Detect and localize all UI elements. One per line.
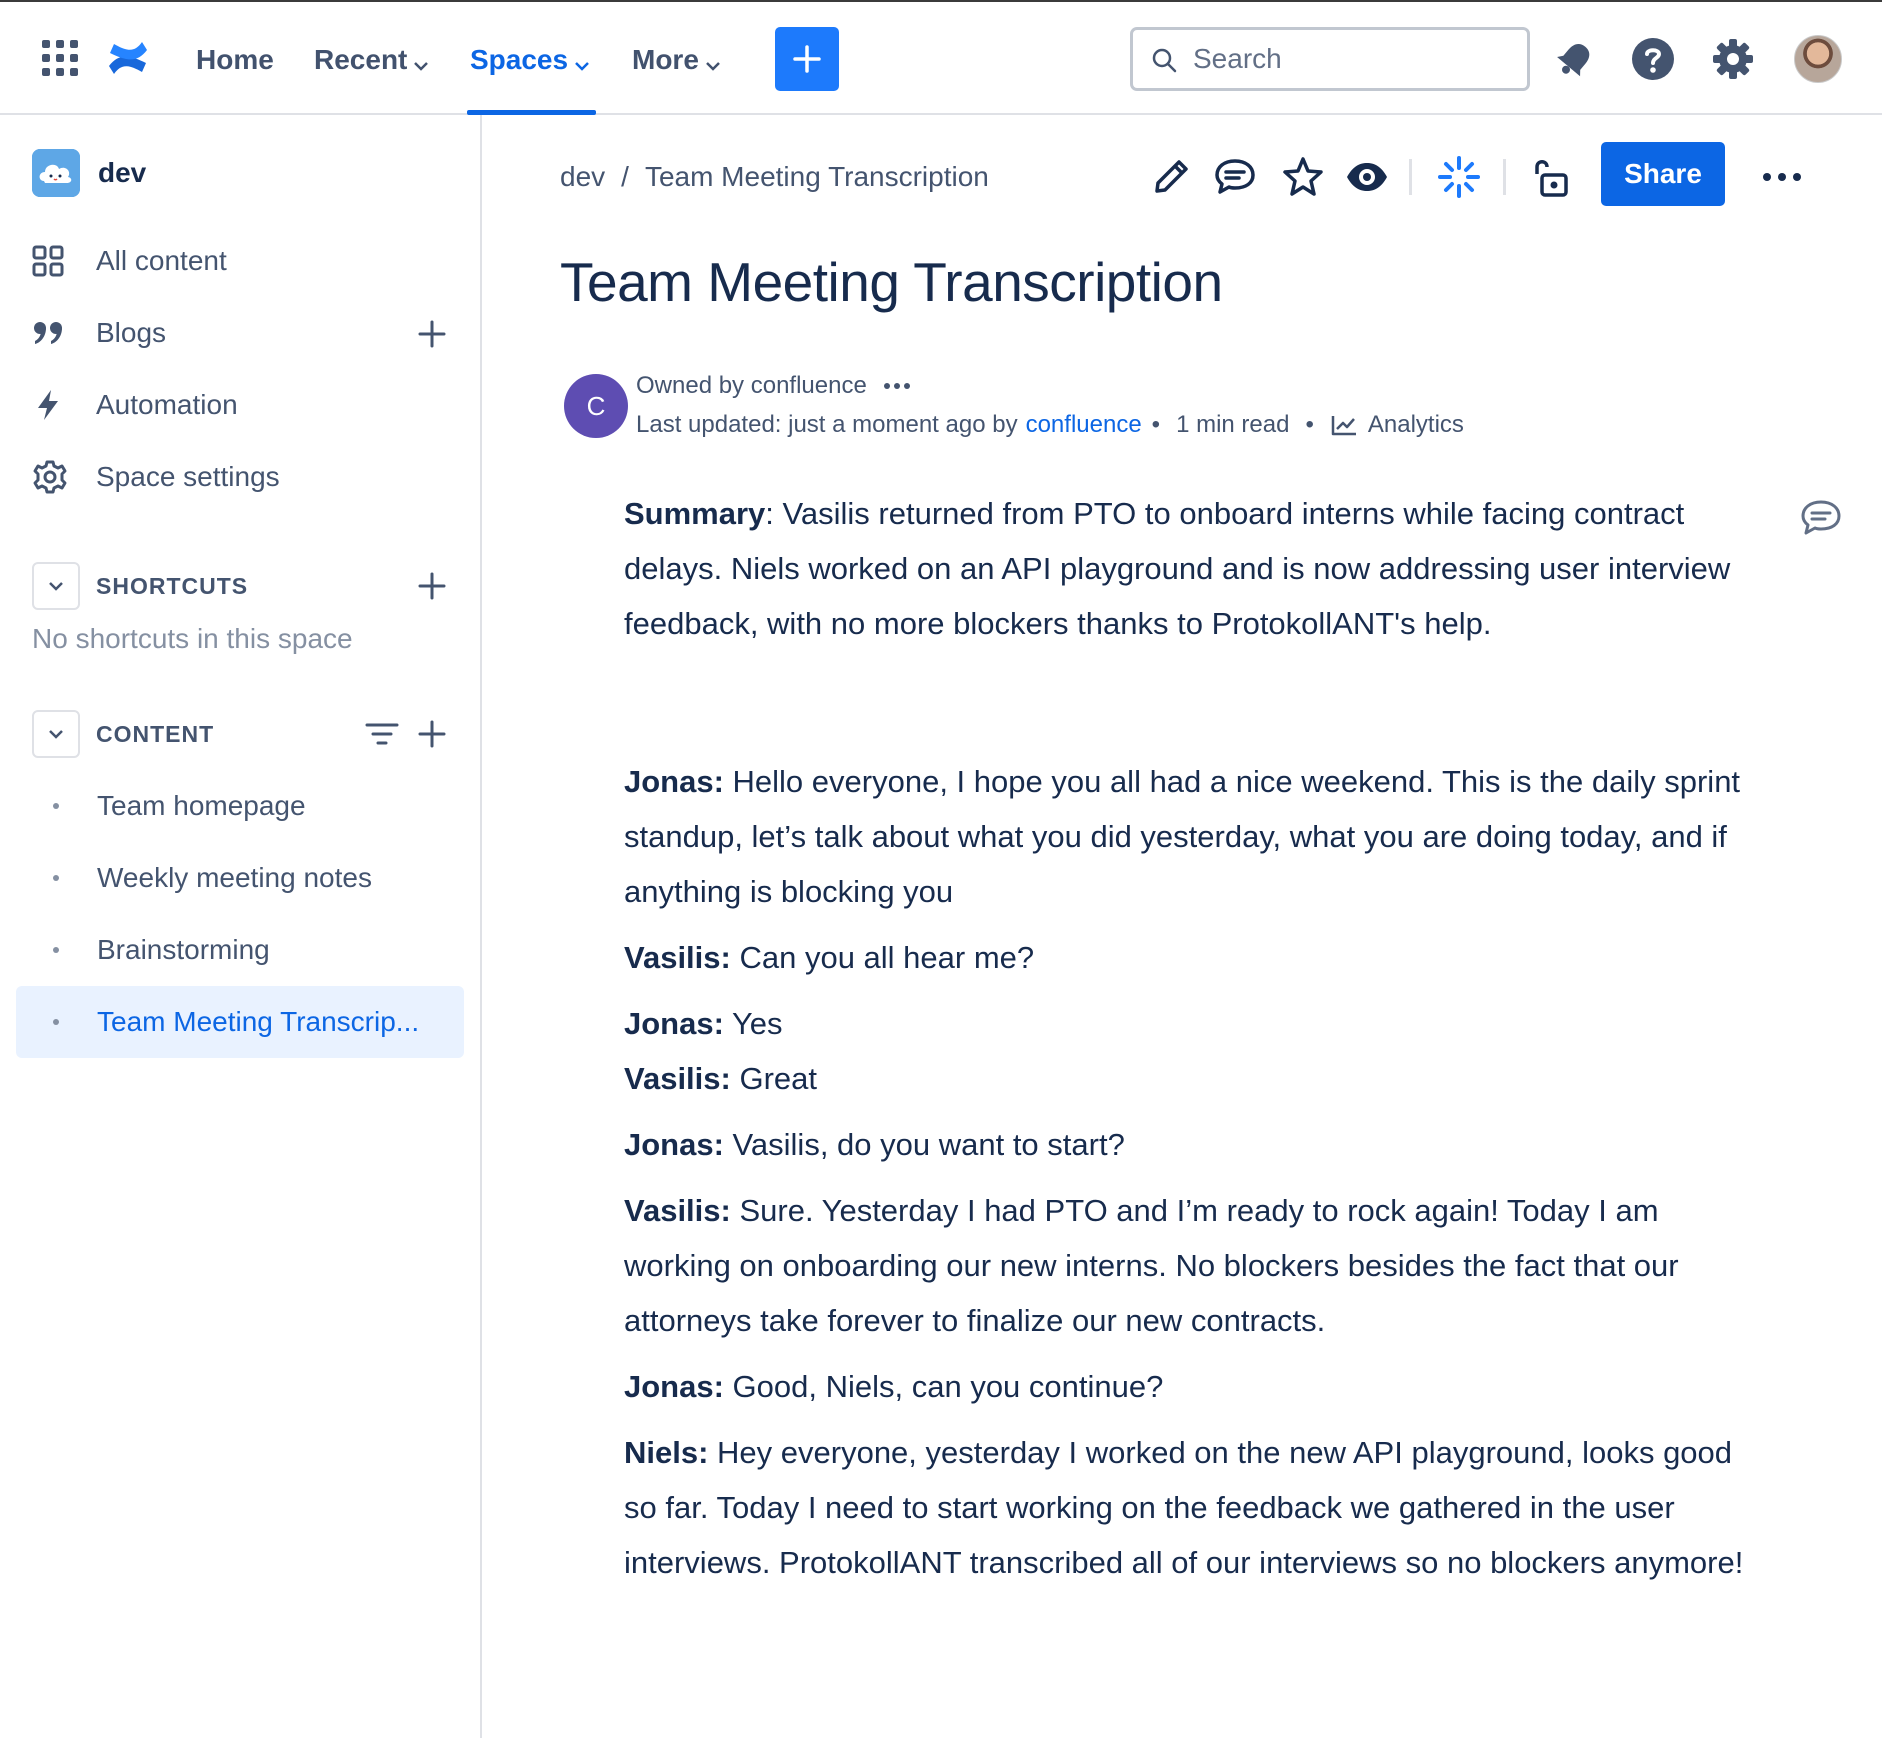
sidebar-item-space-settings[interactable] — [32, 453, 452, 501]
sidebar-item-label: Space settings — [96, 461, 280, 492]
speaker-name: Vasilis: — [624, 1061, 731, 1096]
confluence-logo-icon[interactable] — [106, 36, 150, 80]
content-tree-item-team-meeting-transcription[interactable] — [16, 986, 464, 1058]
plus-icon — [414, 568, 450, 604]
transcript-line — [624, 996, 1754, 1051]
content-tree-item-brainstorming[interactable] — [16, 914, 464, 986]
breadcrumb-page-link[interactable]: Team Meeting Transcription — [644, 161, 989, 192]
sidebar-item-blogs[interactable] — [32, 309, 452, 357]
speaker-text: Vasilis, do you want to start? — [723, 1127, 1125, 1162]
analytics-label: Analytics — [1367, 411, 1464, 438]
shortcuts-section-header — [32, 562, 248, 610]
loom-ai-icon[interactable] — [1436, 154, 1482, 200]
gear-icon — [32, 453, 80, 501]
content-collapse-button[interactable] — [32, 710, 80, 758]
nav-home-label: Home — [196, 44, 274, 75]
transcript-line — [624, 1183, 1754, 1348]
chevron-down-icon — [48, 581, 64, 591]
search-input[interactable] — [1193, 38, 1513, 80]
sidebar — [0, 115, 482, 1738]
nav-spaces[interactable] — [470, 40, 590, 80]
plus-icon — [792, 44, 822, 74]
edit-pencil-icon[interactable] — [1148, 154, 1194, 200]
notifications-bell-icon[interactable] — [1552, 36, 1598, 82]
author-link[interactable]: confluence — [1025, 411, 1142, 438]
sidebar-item-label: All content — [96, 245, 227, 276]
sidebar-item-all-content[interactable] — [32, 237, 452, 285]
summary-label: Summary — [624, 496, 766, 531]
content-tree-item-label: Team Meeting Transcrip... — [97, 1006, 420, 1037]
transcript-line — [624, 1117, 1754, 1172]
top-navigation — [0, 0, 1882, 115]
content-tree-item-weekly-meeting-notes[interactable] — [16, 842, 464, 914]
create-button[interactable] — [775, 27, 839, 91]
cloud-space-icon — [32, 149, 80, 197]
toolbar-divider — [1409, 159, 1412, 195]
toolbar-divider — [1503, 159, 1506, 195]
nav-recent-label: Recent — [314, 44, 408, 75]
speaker-name: Vasilis: — [624, 1193, 731, 1228]
shortcuts-title: SHORTCUTS — [96, 572, 249, 599]
user-avatar[interactable] — [1794, 35, 1842, 83]
grid-icon — [32, 237, 80, 285]
owned-by-text: Owned by confluence — [636, 372, 867, 399]
share-button[interactable]: Share — [1601, 142, 1725, 206]
summary-text: : Vasilis returned from PTO to onboard interns while facing contract delays. Niels worked on an API playground and is now addressing user interview feedback, with no more blockers thanks to ProtokollANT's help. — [624, 496, 1731, 641]
lightning-icon — [32, 381, 80, 429]
chevron-down-icon — [413, 42, 429, 82]
bullet-icon — [53, 947, 59, 953]
sidebar-item-label: Automation — [96, 389, 238, 420]
analytics-chart-icon — [1330, 413, 1358, 437]
shortcuts-collapse-button[interactable] — [32, 562, 80, 610]
nav-spaces-label: Spaces — [470, 44, 569, 75]
chevron-down-icon — [48, 729, 64, 739]
speaker-name: Jonas: — [624, 1006, 724, 1041]
search-box[interactable] — [1130, 27, 1530, 91]
owner-line — [636, 372, 911, 400]
watch-eye-icon[interactable] — [1344, 154, 1390, 200]
unlock-icon[interactable] — [1528, 154, 1574, 200]
chevron-down-icon — [574, 42, 590, 82]
chevron-down-icon — [705, 42, 721, 82]
page-title: Team Meeting Transcription — [560, 251, 1223, 313]
quote-icon — [32, 309, 80, 357]
speaker-text: Good, Niels, can you continue? — [723, 1369, 1164, 1404]
last-updated-text: Last updated: just a moment ago by — [636, 411, 1018, 438]
speaker-name: Niels: — [624, 1435, 709, 1470]
sidebar-item-label: Blogs — [96, 317, 167, 348]
nav-home[interactable] — [196, 40, 274, 80]
speaker-name: Vasilis: — [624, 940, 731, 975]
nav-more-label: More — [632, 44, 699, 75]
bullet-icon — [53, 803, 59, 809]
content-tree-item-label: Team homepage — [97, 790, 306, 821]
transcript-line — [624, 1051, 1754, 1106]
analytics-link[interactable] — [1330, 411, 1464, 439]
content-section-header — [32, 710, 214, 758]
inline-comment-icon[interactable] — [1799, 499, 1843, 539]
transcript-line — [624, 754, 1754, 919]
plus-icon — [414, 316, 450, 352]
speaker-text: Sure. Yesterday I had PTO and I’m ready to rock again! Today I am working on onboarding our new interns. No blockers besides the fact that our attorneys take forever to finalize our new contracts. — [624, 1193, 1679, 1338]
breadcrumb — [560, 157, 989, 197]
main-content — [484, 115, 1882, 1738]
speaker-name: Jonas: — [624, 764, 724, 799]
add-shortcut-button[interactable] — [414, 568, 450, 604]
filter-content-button[interactable] — [364, 716, 400, 752]
star-icon[interactable] — [1280, 154, 1326, 200]
content-tree-item-team-homepage[interactable] — [16, 770, 464, 842]
nav-more[interactable] — [632, 40, 721, 80]
speaker-text: Hello everyone, I hope you all had a nice weekend. This is the daily sprint standup, let’s talk about what you did yesterday, what you are doing today, and if anything is blocking you — [624, 764, 1741, 909]
speaker-name: Jonas: — [624, 1127, 724, 1162]
settings-gear-icon[interactable] — [1710, 36, 1756, 82]
speaker-text: Great — [730, 1061, 818, 1096]
sidebar-item-automation[interactable] — [32, 381, 452, 429]
nav-recent[interactable] — [314, 40, 429, 80]
bullet-icon — [53, 875, 59, 881]
read-time-text: 1 min read — [1176, 411, 1290, 438]
content-title: CONTENT — [96, 720, 215, 747]
filter-icon — [364, 716, 400, 752]
transcript-line — [624, 930, 1754, 985]
plus-icon — [414, 716, 450, 752]
transcript-line — [624, 1425, 1754, 1590]
breadcrumb-separator: / — [621, 161, 629, 192]
help-icon[interactable] — [1630, 36, 1676, 82]
page-metadata — [636, 411, 1464, 439]
more-actions-icon[interactable] — [1754, 159, 1814, 195]
space-name: dev — [98, 157, 147, 188]
page-body — [624, 486, 1754, 1590]
search-icon — [1151, 47, 1177, 73]
speaker-text: Hey everyone, yesterday I worked on the new API playground, looks good so far. Today I need to start working on the feedback we gathered in the user interviews. ProtokollANT transcribed all of our interviews so no blockers anymore! — [624, 1435, 1744, 1580]
speaker-text: Yes — [723, 1006, 783, 1041]
add-content-button[interactable] — [414, 716, 450, 752]
content-tree-item-label: Weekly meeting notes — [97, 862, 372, 893]
add-blog-button[interactable] — [414, 316, 450, 352]
owner-avatar[interactable]: C — [564, 374, 628, 438]
app-switcher-icon[interactable] — [42, 40, 78, 76]
speaker-text: Can you all hear me? — [730, 940, 1035, 975]
meta-bullet: • — [1305, 411, 1314, 438]
speaker-name: Jonas: — [624, 1369, 724, 1404]
bullet-icon — [53, 1019, 59, 1025]
shortcuts-empty-text: No shortcuts in this space — [32, 623, 353, 654]
summary-paragraph — [624, 486, 1754, 651]
meta-bullet: • — [1151, 411, 1161, 438]
comment-icon[interactable] — [1212, 154, 1258, 200]
content-tree-item-label: Brainstorming — [97, 934, 270, 965]
transcript-line — [624, 1359, 1754, 1414]
space-header[interactable] — [32, 149, 146, 197]
owner-more-icon[interactable] — [883, 381, 911, 391]
breadcrumb-space-link[interactable]: dev — [560, 161, 606, 192]
